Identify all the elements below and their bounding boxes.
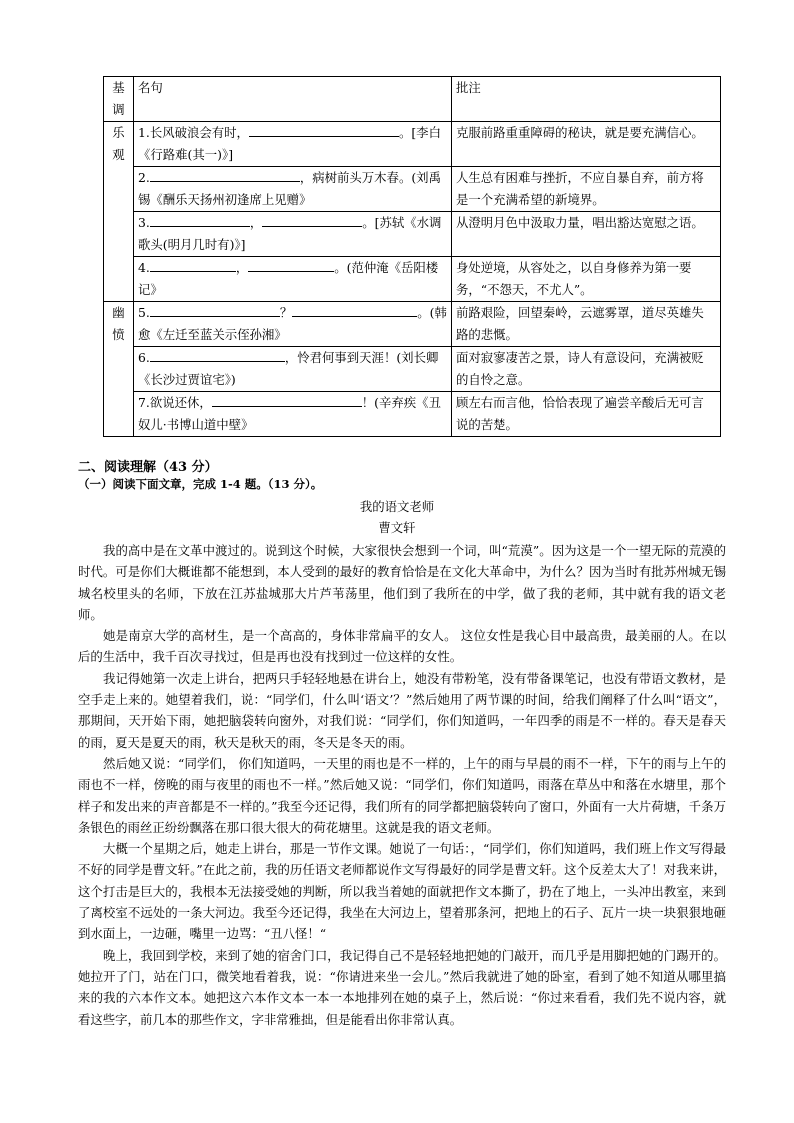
answer-blank[interactable] <box>150 258 236 272</box>
paragraph: 我的高中是在文革中渡过的。说到这个时候，大家很快会想到一个词，叫“荒漠”。因为这是一个一望无际的荒漠的时代。可是你们大概谁都不能想到，本人受到的最好的教育恰恰是在文化大革命中，为什么？因为当时有批苏州城无锡城名校里头的名师，下放在江苏盐城那大片芦苇荡里，他们到了我所在的中学，做了我的老师，其中就有我的语文老师。 <box>78 543 726 622</box>
verse-cell: 6. ，怜君何事到天涯！(刘长卿《长沙过贾谊宅》) <box>134 347 452 392</box>
paragraph: 然后她又说：“同学们， 你们知道吗，一天里的雨也是不一样的，上午的雨与早晨的雨不一样，下午的雨与上午的雨也不一样，傍晚的雨与夜里的雨也不一样。”然后她又说：“同学们，你们知道吗，雨落在草丛中和落在水塘里，那个样子和发出来的声音都是不一样的。”我至今还记得，我们所有的同学都把脑袋转向了窗口，外面有一大片荷塘，千条万条银色的雨丝正纷纷飘落在那口很大很大的荷花塘里。这就是我的语文老师。 <box>78 755 726 835</box>
paragraph: 大概一个星期之后，她走上讲台，那是一节作文课。她说了一句话：，“同学们，你们知道吗，我们班上作文写得最不好的同学是曹文轩。”在此之前，我的历任语文老师都说作文写得最好的同学是曹文轩。这个反差太大了！对我来讲，这个打击是巨大的，我根本无法接受她的判断，所以我当着她的面就把作文本撕了，扔在了地上，一头冲出教室，来到了离校室不远处的一条大河边。我至今还记得，我坐在大河边上，望着那条河，把地上的石子、瓦片一块一块狠狠地砸到水面上，一边砸，嘴里一边骂：“丑八怪！“ <box>78 841 726 942</box>
category-optimistic: 乐观 <box>104 122 134 302</box>
answer-blank[interactable] <box>150 303 280 317</box>
table-row <box>104 212 721 257</box>
table-row <box>104 392 721 437</box>
article-body <box>78 540 726 1030</box>
header-col2: 批注 <box>452 77 721 122</box>
answer-blank[interactable] <box>150 213 250 227</box>
table-row <box>104 122 721 167</box>
verse-cell: 1.长风破浪会有时， 。[李白《行路难(其一)》] <box>134 122 452 167</box>
verse-cell: 2. ，病树前头万木春。(刘禹锡《酬乐天扬州初逢席上见赠》 <box>134 167 452 212</box>
article-title: 我的语文老师 <box>359 499 435 514</box>
verse-cell: 4. ， 。(范仲淹《岳阳楼记》 <box>134 257 452 302</box>
answer-blank[interactable] <box>248 258 334 272</box>
answer-blank[interactable] <box>262 213 362 227</box>
table-row <box>104 257 721 302</box>
note-cell: 从澄明月色中汲取力量，唱出豁达宽慰之语。 <box>452 212 721 257</box>
answer-blank[interactable] <box>150 348 285 362</box>
verse-cell: 7.欲说还休， ！(辛弃疾《丑奴儿·书博山道中壁》 <box>134 392 452 437</box>
table-row <box>104 302 721 347</box>
header-cat: 基调 <box>104 77 134 122</box>
verse-cell: 5. ？ 。(韩愈《左迁至蓝关示侄孙湘》 <box>134 302 452 347</box>
note-cell: 克服前路重重障碍的秘诀，就是要充满信心。 <box>452 122 721 167</box>
answer-blank[interactable] <box>249 123 399 137</box>
article-author: 曹文轩 <box>378 520 416 535</box>
table-header-row <box>104 77 721 122</box>
note-cell: 人生总有困难与挫折，不应自暴自弃，前方将是一个充满希望的新境界。 <box>452 167 721 212</box>
answer-blank[interactable] <box>292 303 417 317</box>
paragraph: 晚上，我回到学校，来到了她的宿舍门口，我记得自己不是轻轻地把她的门敲开，而几乎是用脚把她的门踢开的。她拉开了门，站在门口，微笑地看着我，说：“你请进来坐一会儿。”然后我就进了她的卧室，看到了她不知道从哪里搞来的我的六本作文本。她把这六本作文本一本一本地排列在她的桌子上，然后说：“你过来看看，我们先不说内容，就看这些字，前几本的那些作文，字非常雅拙，但是能看出你非常认真。 <box>78 947 726 1027</box>
paragraph: 我记得她第一次走上讲台，把两只手轻轻地悬在讲台上，她没有带粉笔，没有带备课笔记，也没有带语文教材，是空手走上来的。她望着我们，说：“同学们，什么叫‘语文’？”然后她用了两节课的时间，给我们阐释了什么叫“语文”，那期间，天开始下雨，她把脑袋转向窗外，对我们说：“同学们，你们知道吗，一年四季的雨是不一样的。春天是春天的雨，夏天是夏天的雨，秋天是秋天的雨，冬天是冬天的雨。 <box>78 670 726 750</box>
note-cell: 面对寂寥凄苦之景，诗人有意设问，充满被贬的自怜之意。 <box>452 347 721 392</box>
note-cell: 前路艰险，回望秦岭，云遮雾罩，道尽英雄失路的悲慨。 <box>452 302 721 347</box>
poem-table <box>103 76 721 437</box>
section-title: 二、阅读理解（43 分） <box>78 460 218 475</box>
answer-blank[interactable] <box>212 393 362 407</box>
table-row <box>104 347 721 392</box>
note-cell: 身处逆境，从容处之，以自身修养为第一要务，“不怨天，不尤人”。 <box>452 257 721 302</box>
table-row <box>104 167 721 212</box>
subsection-title: （一）阅读下面文章，完成 1-4 题。（13 分）。 <box>78 477 323 491</box>
paragraph: 她是南京大学的高材生，是一个高高的，身体非常扁平的女人。 这位女性是我心目中最高贵，最美丽的人。在以后的生活中，我千百次寻找过，但是再也没有找到过一位这样的女性。 <box>78 628 726 665</box>
answer-blank[interactable] <box>150 168 300 182</box>
note-cell: 顾左右而言他，恰恰表现了遍尝辛酸后无可言说的苦楚。 <box>452 392 721 437</box>
verse-cell: 3. ， 。[苏轼《水调歌头(明月几时有)》] <box>134 212 452 257</box>
header-col1: 名句 <box>134 77 452 122</box>
category-resentful: 幽愤 <box>104 302 134 437</box>
